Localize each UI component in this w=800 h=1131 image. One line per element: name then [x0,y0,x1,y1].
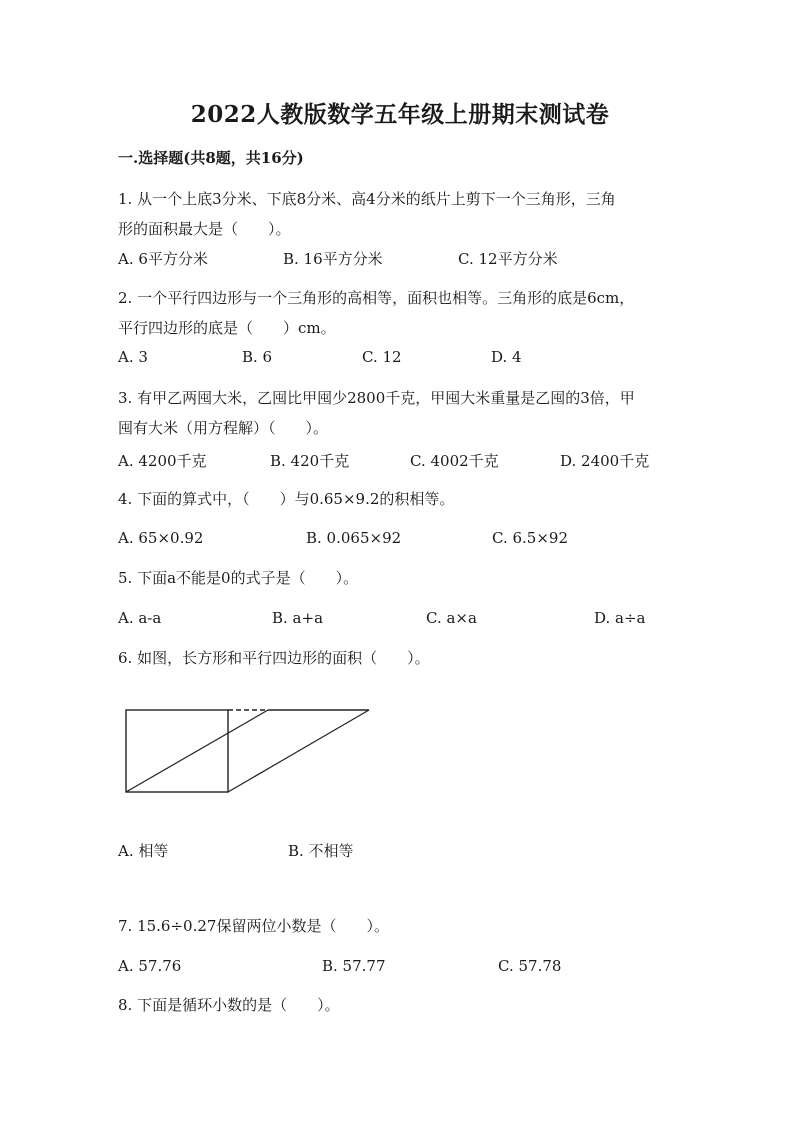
question-7-line-1: 7. 15.6÷0.27保留两位小数是（ ）。 [118,917,389,935]
question-2-line-1: 2. 一个平行四边形与一个三角形的高相等，面积也相等。三角形的底是6cm， [118,289,635,307]
option-c[interactable]: C. 6.5×92 [492,529,568,547]
question-3-line-2: 囤有大米（用方程解）（ ）。 [118,419,329,437]
parallelogram-left-edge [126,710,268,792]
section-heading: 一.选择题(共8题，共16分) [118,149,304,167]
option-c[interactable]: C. 12平方分米 [458,250,558,268]
option-a[interactable]: A. a-a [118,609,162,627]
question-6-options [118,840,688,864]
option-b[interactable]: B. 420千克 [270,452,350,470]
question-3-line-1: 3. 有甲乙两囤大米，乙囤比甲囤少2800千克，甲囤大米重量是乙囤的3倍，甲 [118,389,635,407]
question-2 [118,283,688,343]
question-5 [118,563,688,593]
question-5-options [118,609,688,633]
option-c[interactable]: C. 4002千克 [410,452,499,470]
question-2-line-2: 平行四边形的底是（ ）cm。 [118,319,336,337]
option-a[interactable]: A. 6平方分米 [118,250,208,268]
question-1-line-2: 形的面积最大是（ ）。 [118,220,291,238]
option-a[interactable]: A. 3 [118,348,148,366]
question-1-options [118,248,688,272]
question-4-options [118,529,688,553]
question-1 [118,184,688,244]
option-b[interactable]: B. 6 [242,348,273,366]
option-c[interactable]: C. 57.78 [498,957,562,975]
question-5-line-1: 5. 下面a不能是0的式子是（ ）。 [118,569,359,587]
option-a[interactable]: A. 65×0.92 [118,529,204,547]
option-b[interactable]: B. 57.77 [322,957,386,975]
rectangle-shape [126,710,228,792]
question-3 [118,383,688,443]
option-d[interactable]: D. 4 [491,348,522,366]
option-d[interactable]: D. a÷a [594,609,646,627]
option-b[interactable]: B. 0.065×92 [306,529,402,547]
option-a[interactable]: A. 相等 [118,842,169,860]
question-6 [118,643,688,673]
question-8-line-1: 8. 下面是循环小数的是（ ）。 [118,996,340,1014]
question-8 [118,990,688,1020]
question-4-line-1: 4. 下面的算式中，（ ）与0.65×9.2的积相等。 [118,490,455,508]
option-c[interactable]: C. a×a [426,609,477,627]
question-4 [118,484,688,514]
question-3-options [118,450,688,474]
option-a[interactable]: A. 4200千克 [118,452,207,470]
option-c[interactable]: C. 12 [362,348,402,366]
question-7-options [118,957,688,981]
page-title: 2022人教版数学五年级上册期末测试卷 [190,101,610,128]
question-7 [118,911,688,941]
option-a[interactable]: A. 57.76 [118,957,182,975]
question-6-line-1: 6. 如图，长方形和平行四边形的面积（ ）。 [118,649,430,667]
option-b[interactable]: B. a+a [272,609,324,627]
option-d[interactable]: D. 2400千克 [560,452,650,470]
option-b[interactable]: B. 不相等 [288,842,354,860]
question-1-line-1: 1. 从一个上底3分米、下底8分米、高4分米的纸片上剪下一个三角形，三角 [118,190,616,208]
question-2-options [118,348,688,372]
option-b[interactable]: B. 16平方分米 [283,250,383,268]
parallelogram-right-edge [228,710,369,792]
rectangle-parallelogram-figure [118,700,378,800]
